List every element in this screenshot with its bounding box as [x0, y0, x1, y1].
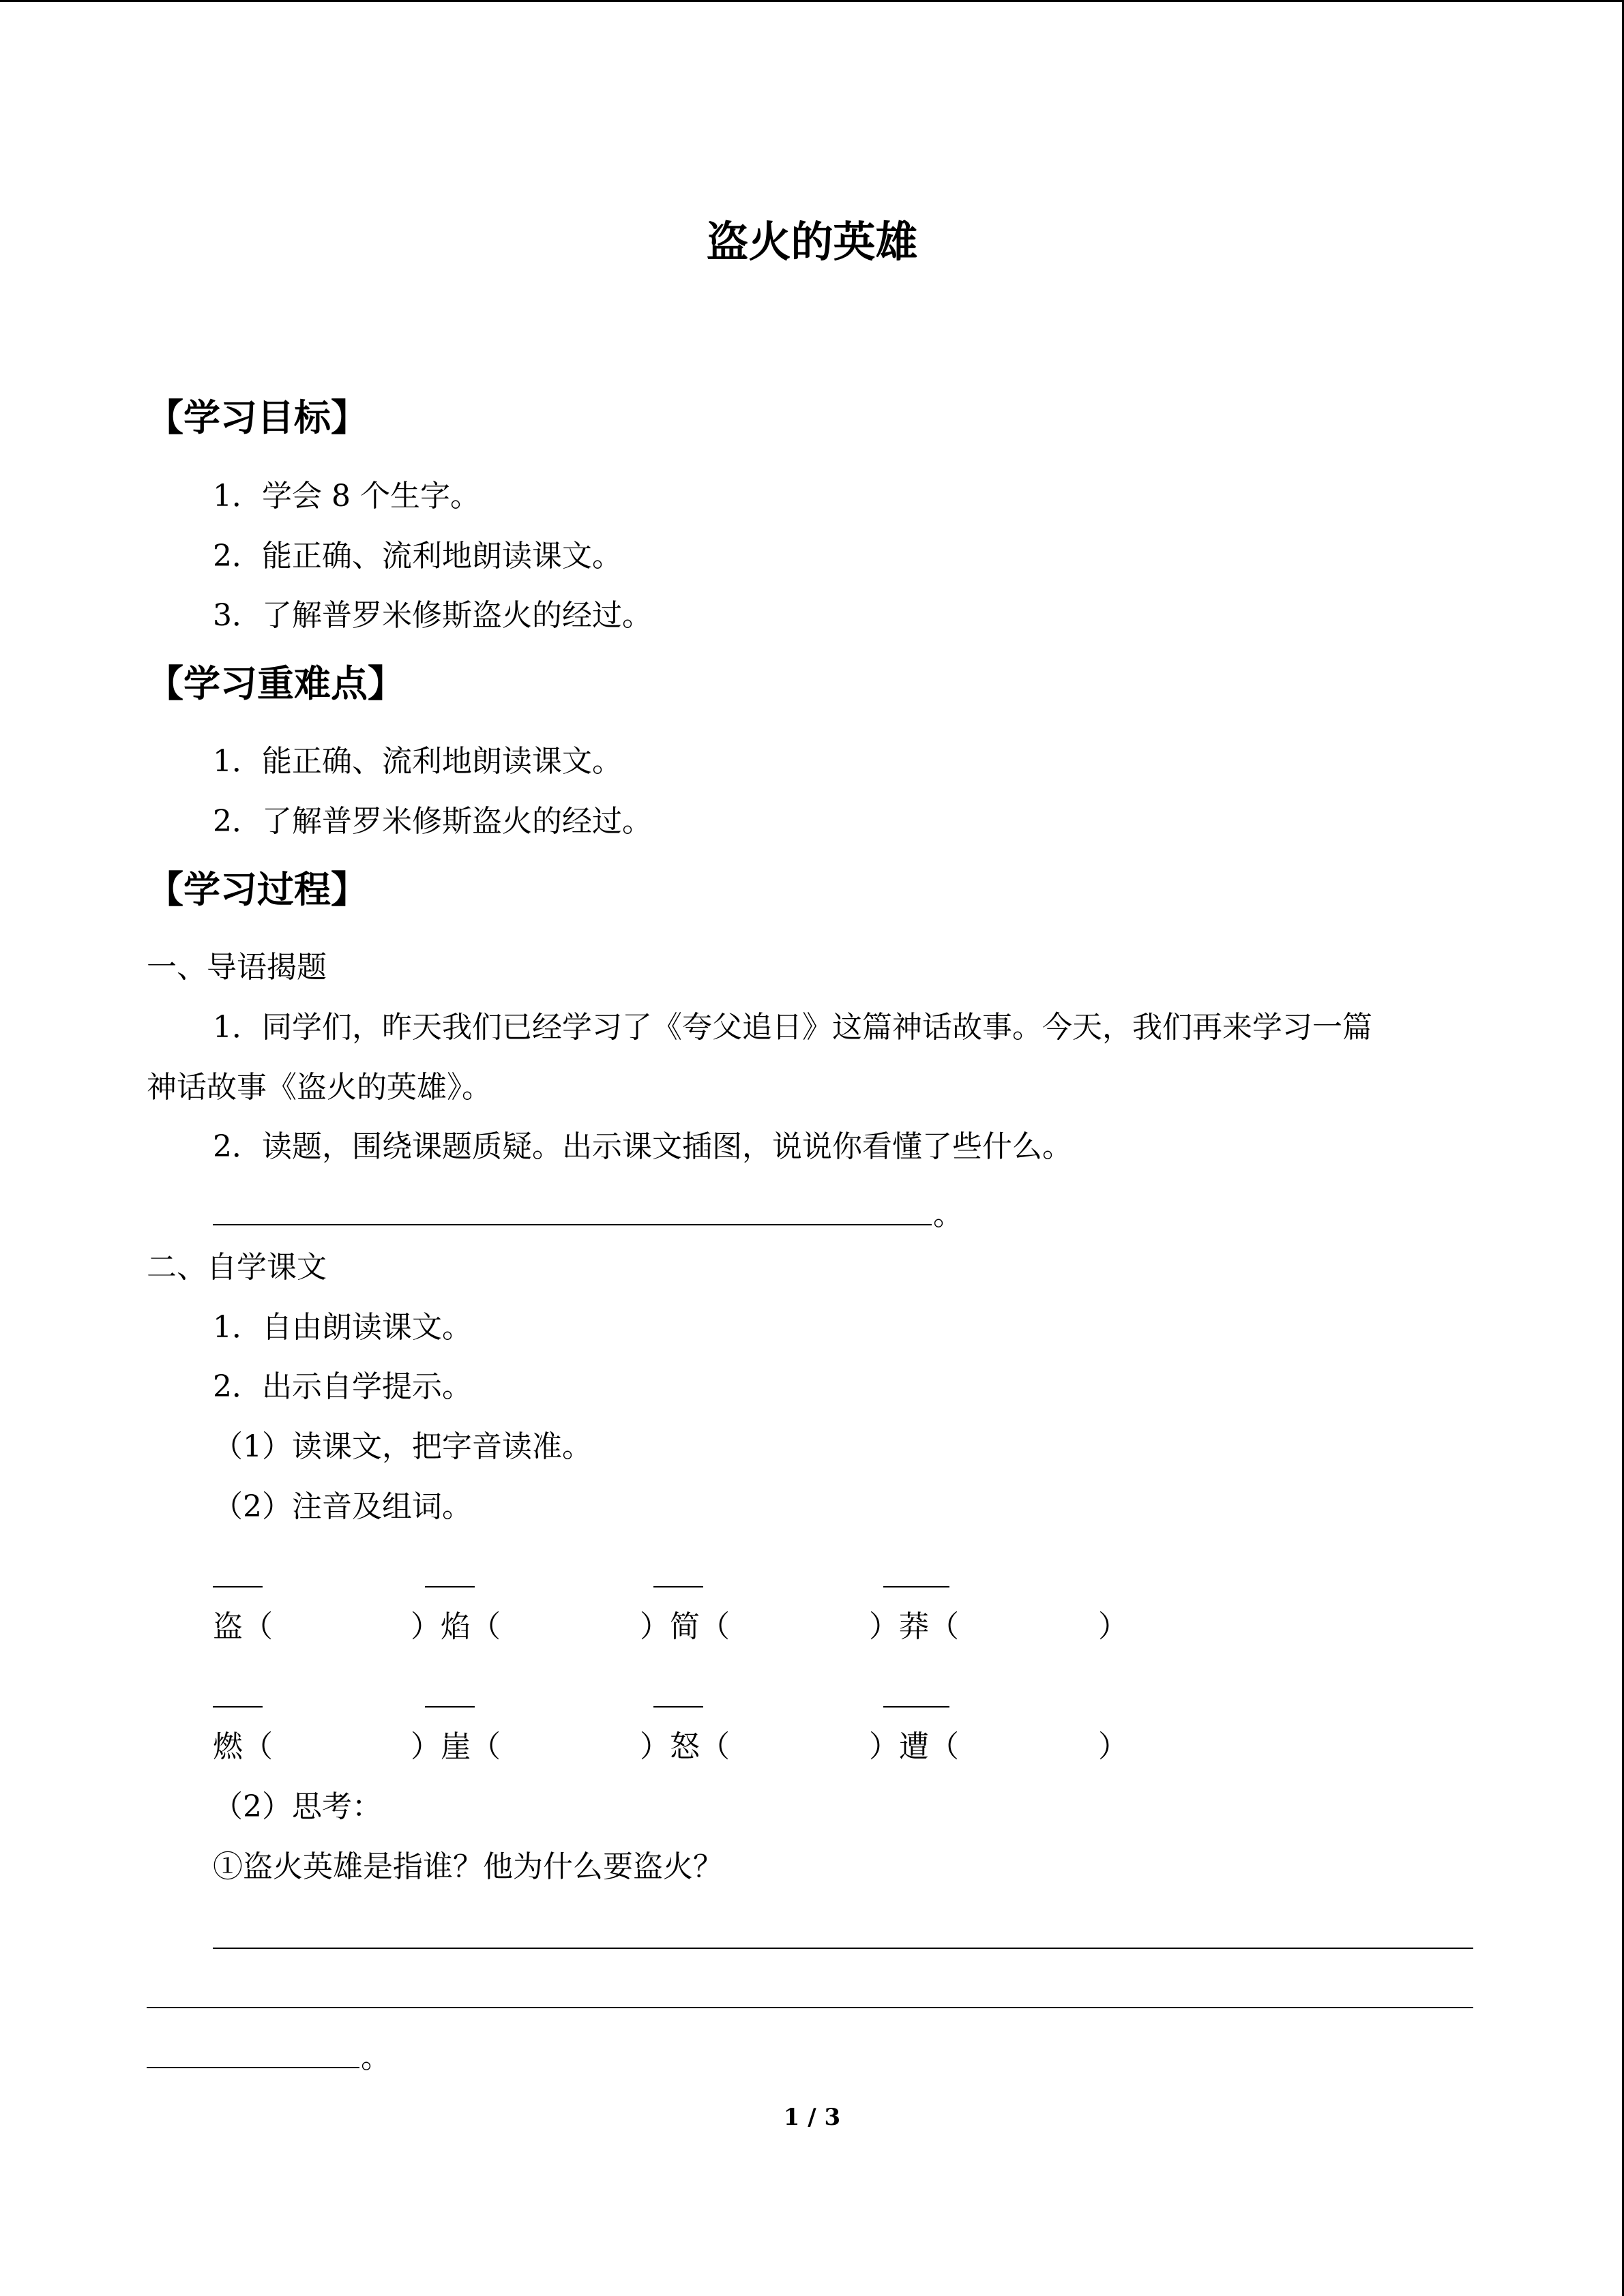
pinyin-line-5[interactable] — [213, 1706, 263, 1708]
word-row2-item3: ）怒（ — [640, 1729, 730, 1764]
question-1: ①盗火英雄是指谁？他为什么要盗火？ — [213, 1849, 723, 1884]
goal-item-1: 1．学会 8 个生字。 — [213, 479, 480, 513]
part1-paragraph2: 2．读题，围绕课题质疑。出示课文插图，说说你看懂了些什么。 — [213, 1129, 1072, 1164]
key-point-item-1: 1．能正确、流利地朗读课文。 — [213, 744, 622, 779]
pinyin-line-3[interactable] — [653, 1586, 703, 1587]
page-number: 1 / 3 — [783, 2104, 841, 2131]
word-row2-item2: ）崖（ — [411, 1729, 501, 1764]
page-title: 盗火的英雄 — [706, 217, 918, 267]
goal-item-2: 2．能正确、流利地朗读课文。 — [213, 539, 622, 573]
part2-step1: 1．自由朗读课文。 — [213, 1310, 472, 1345]
word-row1-item4: ）莽（ — [869, 1609, 959, 1644]
section-heading-process: 【学习过程】 — [147, 867, 368, 911]
part2-title: 二、自学课文 — [147, 1250, 327, 1285]
word-row1-item3: ）简（ — [640, 1609, 730, 1644]
section-heading-goals: 【学习目标】 — [147, 396, 368, 439]
pinyin-line-1[interactable] — [213, 1586, 263, 1587]
word-row2-item5: ） — [1098, 1729, 1128, 1764]
answer-line-3[interactable] — [147, 2067, 359, 2068]
section-heading-key-points: 【学习重难点】 — [147, 661, 404, 705]
part1-title: 一、导语揭题 — [147, 950, 327, 985]
word-row2-item4: ）遭（ — [869, 1729, 959, 1764]
answer-line-1[interactable] — [213, 1948, 1473, 1949]
word-row1-item1: 盗（ — [213, 1609, 273, 1644]
think-label: （2）思考： — [213, 1789, 382, 1824]
pinyin-line-7[interactable] — [653, 1706, 703, 1708]
answer-line-2[interactable] — [147, 2007, 1473, 2008]
key-point-item-2: 2．了解普罗米修斯盗火的经过。 — [213, 804, 652, 839]
part2-step3: （1）读课文，把字音读准。 — [213, 1429, 592, 1464]
pinyin-line-4[interactable] — [883, 1586, 949, 1587]
word-row2-item1: 燃（ — [213, 1729, 273, 1764]
blank-end-mark: 。 — [933, 1197, 963, 1232]
word-row1-item2: ）焰（ — [411, 1609, 501, 1644]
part1-paragraph1-line2: 神话故事《盗火的英雄》。 — [147, 1070, 492, 1105]
word-row1-item5: ） — [1098, 1609, 1128, 1644]
pinyin-line-2[interactable] — [425, 1586, 475, 1587]
pinyin-line-6[interactable] — [425, 1706, 475, 1708]
blank-end-mark-2: 。 — [361, 2040, 391, 2075]
part1-paragraph1-line1: 1．同学们，昨天我们已经学习了《夸父追日》这篇神话故事。今天，我们再来学习一篇 — [213, 1010, 1372, 1045]
part2-step2: 2．出示自学提示。 — [213, 1369, 472, 1404]
answer-blank-line[interactable] — [213, 1224, 932, 1225]
goal-item-3: 3．了解普罗米修斯盗火的经过。 — [213, 598, 652, 633]
part2-step4: （2）注音及组词。 — [213, 1489, 472, 1524]
pinyin-line-8[interactable] — [883, 1706, 949, 1708]
